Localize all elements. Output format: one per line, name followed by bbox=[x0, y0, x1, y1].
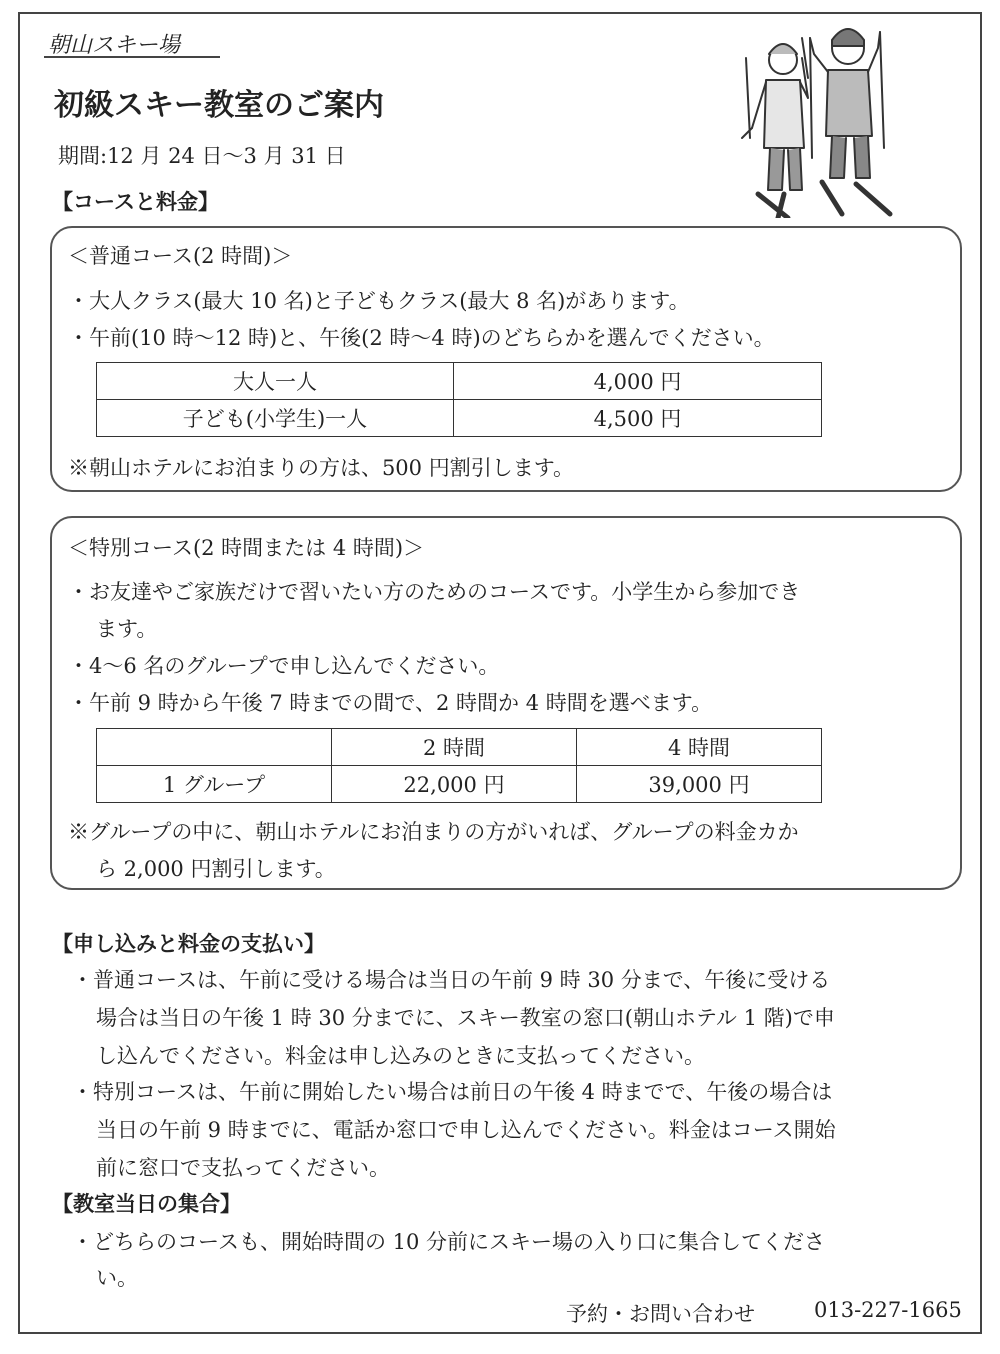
regular-bullet-2: ・午前(10 時～12 時)と、午後(2 時～4 時)のどちらかを選んでください。 bbox=[68, 326, 775, 350]
table-cell: 22,000 円 bbox=[332, 766, 577, 803]
application-text-line: 当日の午前 9 時までに、電話か窓口で申し込んでください。料金はコース開始 bbox=[96, 1118, 836, 1142]
table-cell: 大人一人 bbox=[97, 363, 454, 400]
special-course-title: ＜特別コース(2 時間または 4 時間)＞ bbox=[68, 536, 425, 560]
special-price-table bbox=[96, 728, 822, 803]
special-bullet-3: ・午前 9 時から午後 7 時までの間で、2 時間か 4 時間を選べます。 bbox=[68, 691, 713, 715]
application-text-line: 場合は当日の午後 1 時 30 分までに、スキー教室の窓口(朝山ホテル 1 階)で申 bbox=[96, 1006, 835, 1030]
table-cell: 4 時間 bbox=[577, 729, 822, 766]
course-heading: 【コースと料金】 bbox=[52, 189, 219, 214]
contact-label: 予約・お問い合わせ bbox=[566, 1302, 755, 1326]
regular-note: ※朝山ホテルにお泊まりの方は、500 円割引します。 bbox=[68, 456, 575, 480]
special-bullet-1: ・お友達やご家族だけで習いたい方のためのコースです。小学生から参加でき bbox=[68, 580, 801, 604]
table-row bbox=[97, 363, 822, 400]
special-bullet-1-cont: ます。 bbox=[96, 617, 158, 641]
regular-bullet-1: ・大人クラス(最大 10 名)と子どもクラス(最大 8 名)があります。 bbox=[68, 289, 690, 313]
venue-underline bbox=[44, 56, 220, 58]
table-cell bbox=[97, 729, 332, 766]
special-note: ※グループの中に、朝山ホテルにお泊まりの方がいれば、グループの料金カか bbox=[68, 820, 799, 844]
page-title: 初級スキー教室のご案内 bbox=[54, 88, 384, 123]
meeting-heading: 【教室当日の集合】 bbox=[52, 1191, 241, 1216]
application-heading: 【申し込みと料金の支払い】 bbox=[52, 931, 325, 956]
table-cell: 子ども(小学生)一人 bbox=[97, 400, 454, 437]
special-bullet-2: ・4～6 名のグループで申し込んでください。 bbox=[68, 654, 500, 678]
table-row bbox=[97, 729, 822, 766]
table-row bbox=[97, 400, 822, 437]
period-text: 期間:12 月 24 日～3 月 31 日 bbox=[58, 144, 346, 168]
skiers-illustration bbox=[738, 18, 898, 218]
special-note-cont: ら 2,000 円割引します。 bbox=[96, 857, 336, 881]
meeting-text-line: い。 bbox=[96, 1266, 138, 1290]
table-cell: 1 グループ bbox=[97, 766, 332, 803]
application-text-line: ・普通コースは、午前に受ける場合は当日の午前 9 時 30 分まで、午後に受ける bbox=[72, 968, 831, 992]
table-cell: 2 時間 bbox=[332, 729, 577, 766]
regular-course-title: ＜普通コース(2 時間)＞ bbox=[68, 244, 293, 268]
application-text-line: 前に窓口で支払ってください。 bbox=[96, 1156, 390, 1180]
table-row bbox=[97, 766, 822, 803]
application-text-line: し込んでください。料金は申し込みのときに支払ってください。 bbox=[96, 1044, 705, 1068]
table-cell: 4,000 円 bbox=[454, 363, 822, 400]
table-cell: 4,500 円 bbox=[454, 400, 822, 437]
venue-name: 朝山スキー場 bbox=[48, 33, 181, 58]
meeting-text-line: ・どちらのコースも、開始時間の 10 分前にスキー場の入り口に集合してくださ bbox=[72, 1230, 826, 1254]
contact-phone: 013-227-1665 bbox=[814, 1298, 962, 1322]
regular-price-table bbox=[96, 362, 822, 437]
application-text-line: ・特別コースは、午前に開始したい場合は前日の午後 4 時までで、午後の場合は bbox=[72, 1080, 833, 1104]
table-cell: 39,000 円 bbox=[577, 766, 822, 803]
